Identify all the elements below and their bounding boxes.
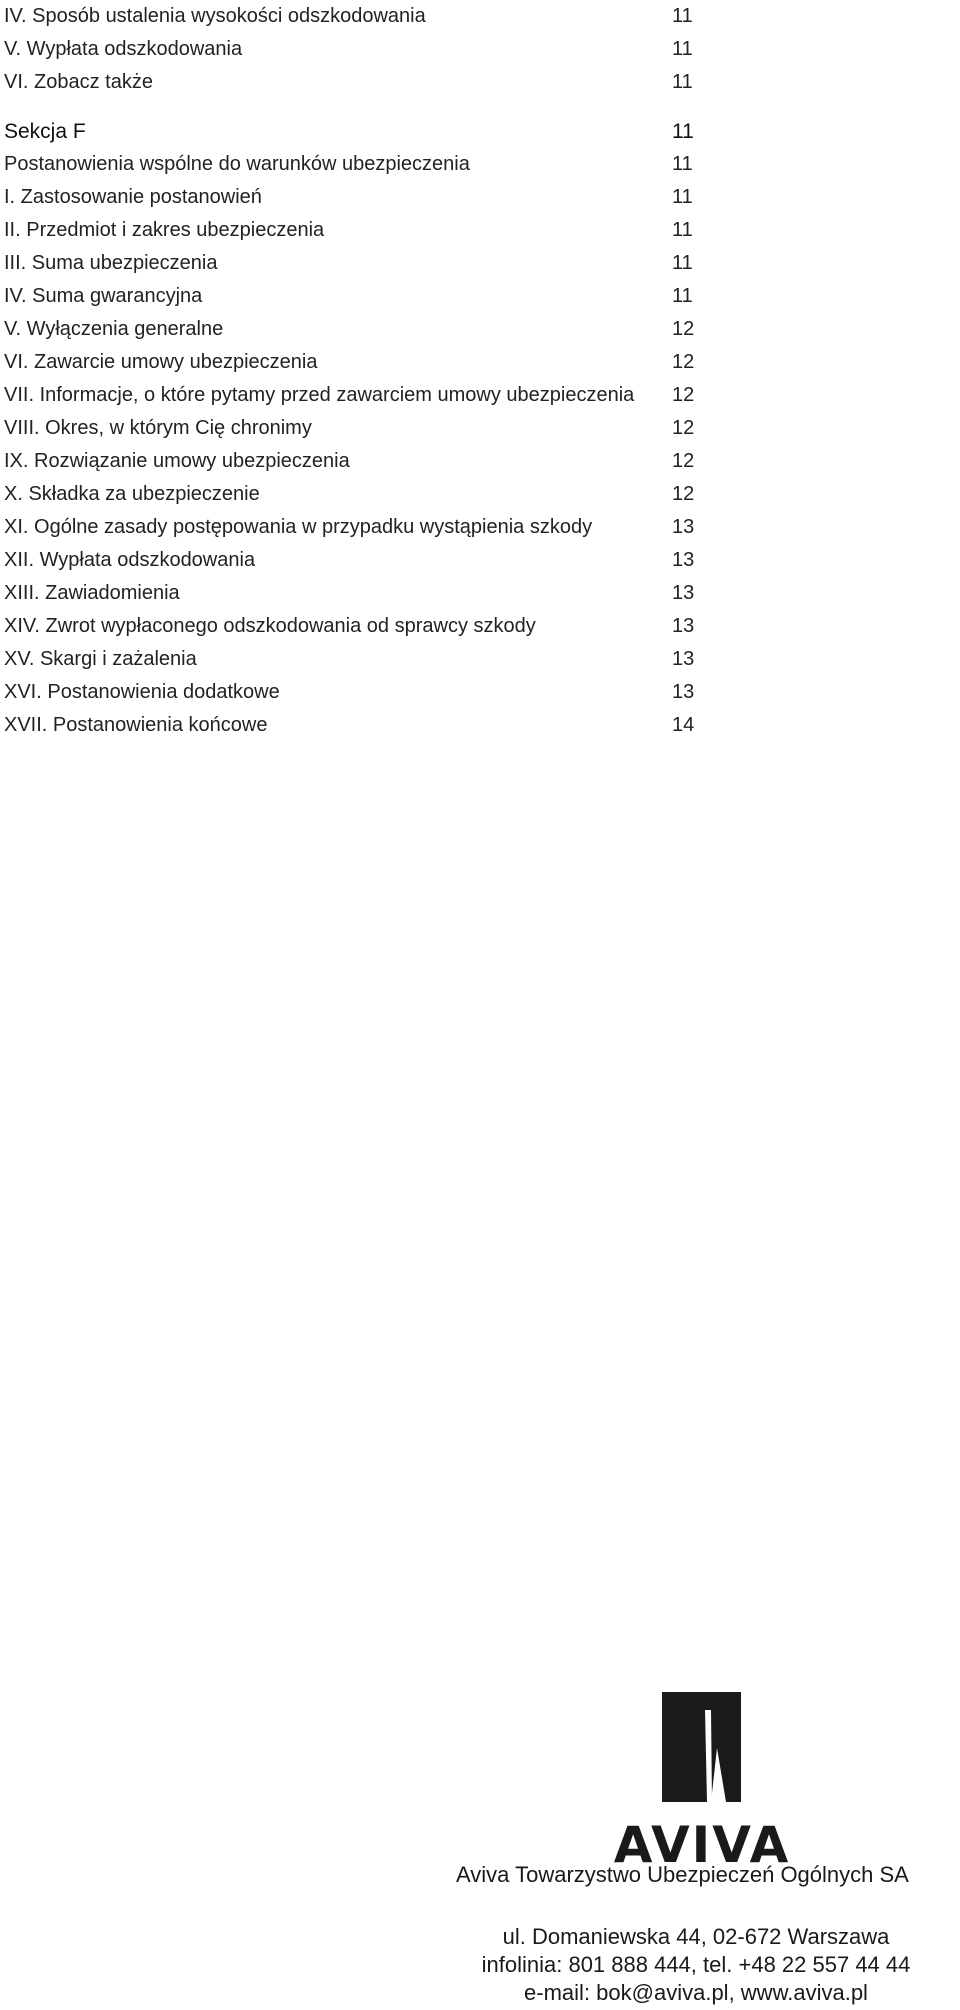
aviva-shield-logo-icon (609, 1690, 795, 1810)
toc-entry[interactable] (4, 610, 704, 643)
footer-contact-block (446, 1923, 946, 2007)
toc-entry-label: XIV. Zwrot wypłaconego odszkodowania od sprawcy szkody (4, 615, 536, 637)
toc-entry[interactable] (4, 33, 704, 66)
toc-entry-label: V. Wypłata odszkodowania (4, 38, 243, 60)
toc-entry[interactable] (4, 445, 704, 478)
toc-entry-page: 13 (672, 516, 695, 538)
toc-entry-label: XI. Ogólne zasady postępowania w przypadku wystąpienia szkody (4, 516, 593, 538)
toc-entry-label: V. Wyłączenia generalne (4, 318, 224, 340)
toc-entry-label: XIII. Zawiadomienia (4, 582, 180, 604)
toc-entry-label: IX. Rozwiązanie umowy ubezpieczenia (4, 450, 350, 472)
toc-entry[interactable] (4, 0, 704, 33)
toc-entry-label: XVI. Postanowienia dodatkowe (4, 681, 280, 703)
toc-entry-page: 11 (672, 153, 693, 175)
toc-entry-page: 13 (672, 681, 695, 703)
toc-entry-page: 11 (672, 285, 693, 307)
toc-entry-page: 13 (672, 549, 695, 571)
toc-entry-page: 12 (672, 318, 695, 340)
toc-entry-label: X. Składka za ubezpieczenie (4, 483, 260, 505)
toc-entry[interactable] (4, 214, 704, 247)
toc-entry-page: 11 (672, 252, 693, 274)
toc-entry-label: VIII. Okres, w którym Cię chronimy (4, 417, 312, 439)
toc-entry[interactable] (4, 247, 704, 280)
aviva-logo (609, 1690, 795, 1874)
toc-entry[interactable] (4, 379, 704, 412)
toc-entry-page: 12 (672, 483, 695, 505)
toc-entry-label: II. Przedmiot i zakres ubezpieczenia (4, 219, 325, 241)
section-heading[interactable] (4, 115, 704, 148)
toc-entry[interactable] (4, 280, 704, 313)
toc-entry-page: 12 (672, 417, 695, 439)
toc-entry-label: IV. Sposób ustalenia wysokości odszkodowania (4, 5, 426, 27)
toc-entry-page: 13 (672, 582, 695, 604)
toc-entry[interactable] (4, 412, 704, 445)
footer-contact: e-mail: bok@aviva.pl, www.aviva.pl (524, 1980, 868, 2005)
toc-entry-label: I. Zastosowanie postanowień (4, 186, 262, 208)
toc-top-list (4, 0, 704, 99)
toc-entry[interactable] (4, 148, 704, 181)
toc-entry-page: 13 (672, 648, 695, 670)
footer-phones: infolinia: 801 888 444, tel. +48 22 557 44 44 (481, 1952, 911, 1977)
toc-entry-page: 11 (672, 38, 693, 60)
toc-entry-label: Postanowienia wspólne do warunków ubezpieczenia (4, 153, 470, 175)
toc-section-list (4, 148, 704, 742)
section-heading-label: Sekcja F (4, 120, 86, 143)
toc-entry-label: XV. Skargi i zażalenia (4, 648, 197, 670)
toc-entry-page: 11 (672, 71, 693, 93)
footer-address: ul. Domaniewska 44, 02-672 Warszawa (502, 1924, 890, 1949)
toc-entry-page: 11 (672, 219, 693, 241)
table-of-contents (4, 0, 704, 742)
toc-entry[interactable] (4, 478, 704, 511)
toc-entry[interactable] (4, 643, 704, 676)
toc-entry-label: VII. Informacje, o które pytamy przed zawarciem umowy ubezpieczenia (4, 384, 635, 406)
toc-entry-page: 12 (672, 351, 695, 373)
toc-entry-page: 12 (672, 384, 695, 406)
toc-entry[interactable] (4, 709, 704, 742)
toc-entry[interactable] (4, 511, 704, 544)
toc-entry[interactable] (4, 577, 704, 610)
toc-entry-label: VI. Zobacz także (4, 71, 153, 93)
toc-entry[interactable] (4, 313, 704, 346)
toc-entry-page: 14 (672, 714, 695, 736)
footer-company-name: Aviva Towarzystwo Ubezpieczeń Ogólnych SA (456, 1862, 909, 1887)
logo-wordmark: AVIVA (613, 1816, 791, 1874)
toc-entry[interactable] (4, 544, 704, 577)
toc-entry-page: 12 (672, 450, 695, 472)
toc-entry[interactable] (4, 66, 704, 99)
toc-entry-page: 11 (672, 186, 693, 208)
toc-entry[interactable] (4, 676, 704, 709)
toc-entry-page: 11 (672, 5, 693, 27)
toc-entry[interactable] (4, 346, 704, 379)
toc-entry[interactable] (4, 181, 704, 214)
toc-entry-label: IV. Suma gwarancyjna (4, 285, 203, 307)
toc-entry-label: VI. Zawarcie umowy ubezpieczenia (4, 351, 318, 373)
toc-entry-label: III. Suma ubezpieczenia (4, 252, 218, 274)
toc-entry-label: XVII. Postanowienia końcowe (4, 714, 268, 736)
toc-entry-page: 13 (672, 615, 695, 637)
toc-entry-label: XII. Wypłata odszkodowania (4, 549, 256, 571)
section-heading-page: 11 (672, 120, 694, 143)
